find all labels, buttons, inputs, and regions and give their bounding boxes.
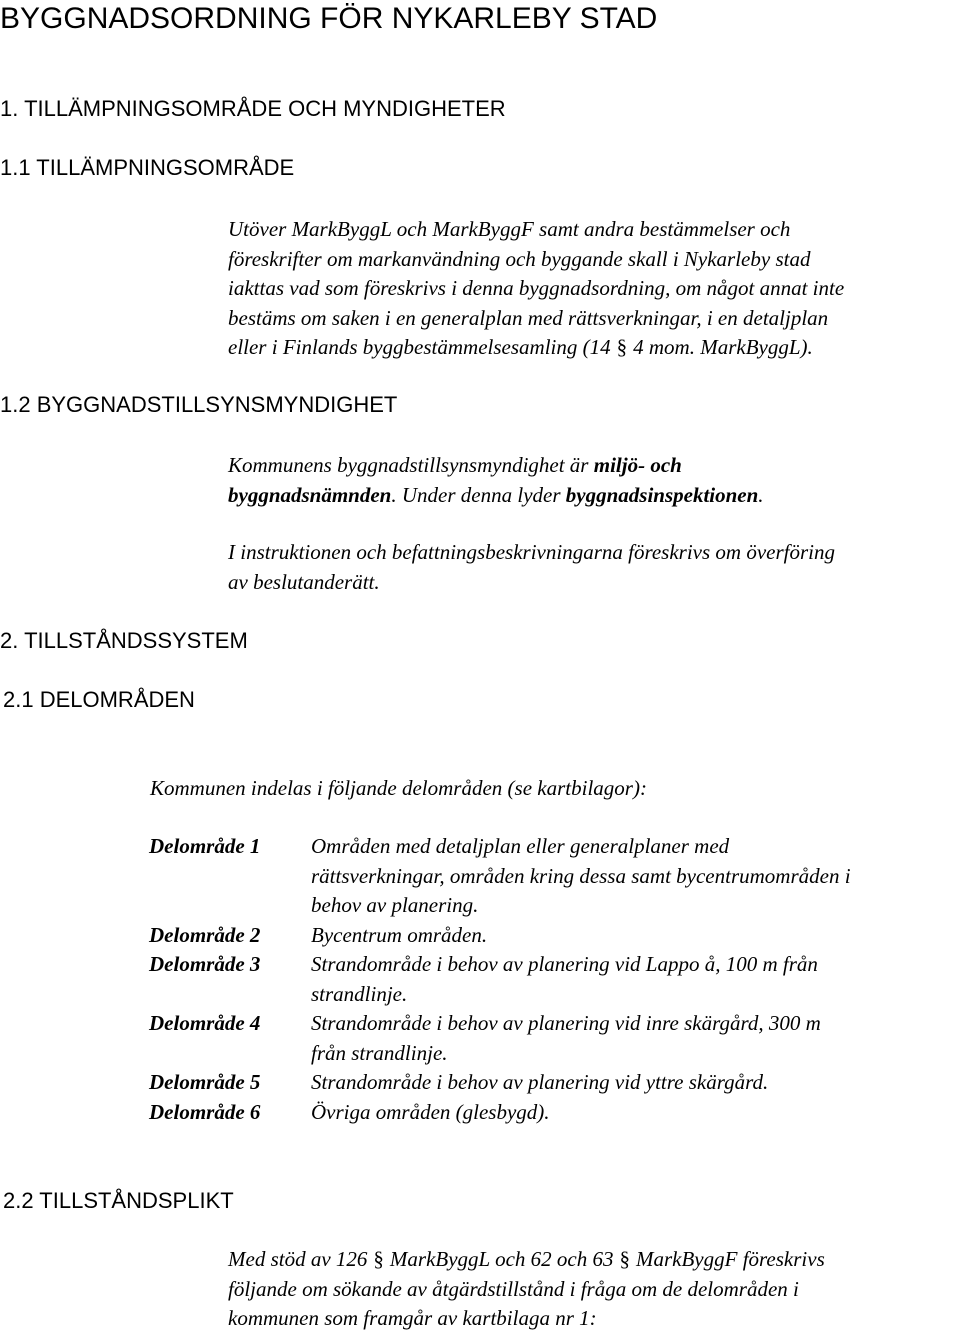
section-2-2-paragraph	[228, 1245, 825, 1334]
delomrade-row	[149, 1098, 851, 1128]
delomrade-row	[149, 921, 851, 951]
delomrade-label: Delområde 4	[149, 1011, 261, 1035]
paragraph-line	[228, 333, 844, 363]
text-segment: . Under denna lyder	[391, 482, 566, 507]
section-1-2-heading: 1.2 BYGGNADSTILLSYNSMYNDIGHET	[0, 392, 398, 417]
description-line: Bycentrum områden.	[311, 922, 488, 947]
text-segment: Kommunens byggnadstillsynsmyndighet är	[228, 453, 594, 477]
delomrade-table	[149, 832, 851, 1127]
emphasis-text: miljö- och	[593, 453, 682, 477]
section-2-2-heading: 2.2 TILLSTÅNDSPLIKT	[3, 1188, 234, 1213]
delomrade-label: Delområde 2	[149, 922, 261, 947]
description-line: behov av planering.	[311, 893, 479, 917]
text-segment: .	[758, 482, 764, 507]
description-line: Områden med detaljplan eller generalplaner med	[311, 834, 730, 858]
paragraph-line	[228, 481, 764, 511]
delomrade-row	[149, 950, 851, 1009]
section-sign-icon: §	[373, 1247, 384, 1271]
text-segment: MarkByggL och 62 och 63	[389, 1247, 614, 1271]
paragraph-line: iakttas vad som föreskrivs i denna byggnadsordning, om något annat inte	[228, 276, 845, 300]
paragraph-line: bestäms om saken i en generalplan med rättsverkningar, i en detaljplan	[228, 305, 829, 330]
section-1-2-paragraph-2	[228, 538, 835, 597]
paragraph-line: I instruktionen och befattningsbeskrivningarna föreskrivs om överföring	[228, 540, 835, 564]
description-line: Övriga områden (glesbygd).	[311, 1099, 550, 1124]
delomrade-description	[311, 1098, 550, 1128]
delomrade-description	[311, 1068, 768, 1098]
section-1-heading: 1. TILLÄMPNINGSOMRÅDE OCH MYNDIGHETER	[0, 96, 506, 121]
document-title: BYGGNADSORDNING FÖR NYKARLEBY STAD	[0, 2, 658, 35]
emphasis-text: byggnadsnämnden	[228, 482, 392, 507]
paragraph-line: Utöver MarkByggL och MarkByggF samt andra bestämmelser och	[228, 217, 791, 241]
description-line: Strandområde i behov av planering vid Lappo å, 100 m från	[311, 952, 818, 976]
text-segment: Med stöd av 126	[228, 1247, 368, 1271]
delomrade-description	[311, 1009, 821, 1068]
section-1-1-heading: 1.1 TILLÄMPNINGSOMRÅDE	[0, 155, 295, 180]
paragraph-line	[228, 1245, 825, 1275]
paragraph-line: föreskrifter om markanvändning och byggande skall i Nykarleby stad	[228, 246, 811, 271]
paragraph-line: kommunen som framgår av kartbilaga nr 1:	[228, 1306, 597, 1330]
section-1-1-paragraph	[228, 215, 844, 363]
text-segment: MarkByggF föreskrivs	[635, 1247, 825, 1271]
paragraph-line	[228, 451, 764, 481]
paragraph-line: följande om sökande av åtgärdstillstånd i fråga om de delområden i	[228, 1276, 799, 1301]
delomrade-row	[149, 1068, 851, 1098]
delomrade-label: Delområde 6	[149, 1099, 261, 1124]
section-sign-icon: §	[619, 1247, 630, 1271]
section-2-1-heading: 2.1 DELOMRÅDEN	[3, 687, 195, 712]
text-segment: 4 mom. MarkByggL).	[633, 335, 813, 359]
delomrade-label: Delområde 5	[149, 1070, 261, 1094]
section-2-heading: 2. TILLSTÅNDSSYSTEM	[0, 628, 248, 653]
delomrade-description	[311, 832, 851, 921]
delomraden-intro: Kommunen indelas i följande delområden (se kartbilagor):	[150, 776, 647, 800]
description-line: rättsverkningar, områden kring dessa samt bycentrumområden i	[311, 863, 851, 888]
paragraph-line: av beslutanderätt.	[228, 569, 380, 594]
description-line: Strandområde i behov av planering vid yttre skärgård.	[311, 1070, 769, 1094]
description-line: strandlinje.	[311, 981, 408, 1006]
section-1-2-paragraph	[228, 451, 764, 510]
delomrade-description	[311, 950, 818, 1009]
delomrade-label: Delområde 1	[149, 834, 261, 858]
text-segment: eller i Finlands byggbestämmelsesamling (14	[228, 335, 611, 359]
emphasis-text: byggnadsinspektionen	[565, 482, 759, 507]
delomrade-description	[311, 921, 487, 951]
delomrade-row	[149, 1009, 851, 1068]
delomrade-label: Delområde 3	[149, 952, 261, 976]
section-sign-icon: §	[616, 335, 628, 359]
description-line: Strandområde i behov av planering vid inre skärgård, 300 m	[311, 1011, 821, 1035]
delomrade-row	[149, 832, 851, 921]
description-line: från strandlinje.	[311, 1040, 448, 1065]
